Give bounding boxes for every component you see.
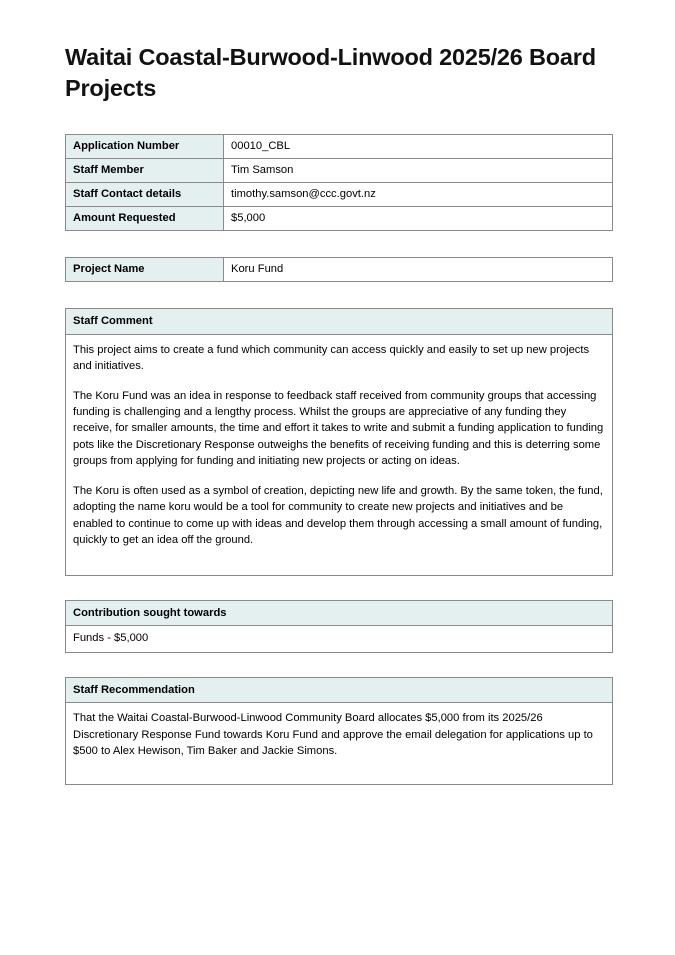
amount-requested-label: Amount Requested xyxy=(66,207,224,231)
contribution-body: Funds - $5,000 xyxy=(73,632,149,645)
table-row xyxy=(66,159,613,183)
spacer xyxy=(65,653,613,677)
staff-comment-paragraph: This project aims to create a fund which community can access quickly and easily to set up new projects and initiatives. xyxy=(73,343,590,373)
staff-comment-heading: Staff Comment xyxy=(66,309,612,335)
staff-contact-value: timothy.samson@ccc.govt.nz xyxy=(224,183,613,207)
contribution-heading: Contribution sought towards xyxy=(66,601,612,627)
application-number-value: 00010_CBL xyxy=(224,135,613,159)
application-info-table-body xyxy=(66,135,613,231)
staff-member-label: Staff Member xyxy=(66,159,224,183)
amount-requested-value: $5,000 xyxy=(224,207,613,231)
staff-recommendation-text: That the Waitai Coastal-Burwood-Linwood Community Board allocates $5,000 from its 2025/26 Discretionary Response Fund towards Koru Fund and approve the email delegation for applications up to $500 to Alex Hewison, Tim Baker and Jackie Simons. xyxy=(73,712,593,758)
contribution-panel xyxy=(65,600,613,653)
spacer xyxy=(65,231,613,257)
staff-recommendation-panel xyxy=(65,677,613,785)
staff-recommendation-heading: Staff Recommendation xyxy=(66,678,612,704)
staff-recommendation-body xyxy=(66,703,612,783)
spacer xyxy=(65,282,613,308)
staff-comment-paragraph: The Koru is often used as a symbol of creation, depicting new life and growth. By the same token, the fund, adopting the name koru would be a tool for community to create new projects and initiatives and be enabled to continue to come up with ideas and develop them through accessing a small amount of funding, quickly to get an idea off the ground. xyxy=(73,484,603,547)
staff-contact-label: Staff Contact details xyxy=(66,183,224,207)
table-row xyxy=(66,135,613,159)
staff-comment-paragraph: The Koru Fund was an idea in response to feedback staff received from community groups that accessing funding is challenging and a lengthy process. Whilst the groups are appreciative of any funding they receive, for smaller amounts, the time and effort it takes to write and submit a funding application to funding pots like the Discretionary Response outweighs the benefits of receiving funding and this is deterring some groups from applying for funding and initiating new projects or acting on ideas. xyxy=(73,389,604,468)
project-name-table-body xyxy=(66,258,613,282)
project-name-table xyxy=(65,257,613,282)
document-content xyxy=(65,42,613,785)
application-info-table xyxy=(65,134,613,231)
page-title: Waitai Coastal-Burwood-Linwood 2025/26 Board Projects xyxy=(65,44,596,102)
staff-comment-body xyxy=(66,335,612,575)
table-row xyxy=(66,258,613,282)
application-number-label: Application Number xyxy=(66,135,224,159)
staff-comment-panel xyxy=(65,308,613,576)
project-name-value: Koru Fund xyxy=(224,258,613,282)
staff-member-value: Tim Samson xyxy=(224,159,613,183)
spacer xyxy=(65,576,613,600)
project-name-label: Project Name xyxy=(66,258,224,282)
table-row xyxy=(66,183,613,207)
table-row xyxy=(66,207,613,231)
